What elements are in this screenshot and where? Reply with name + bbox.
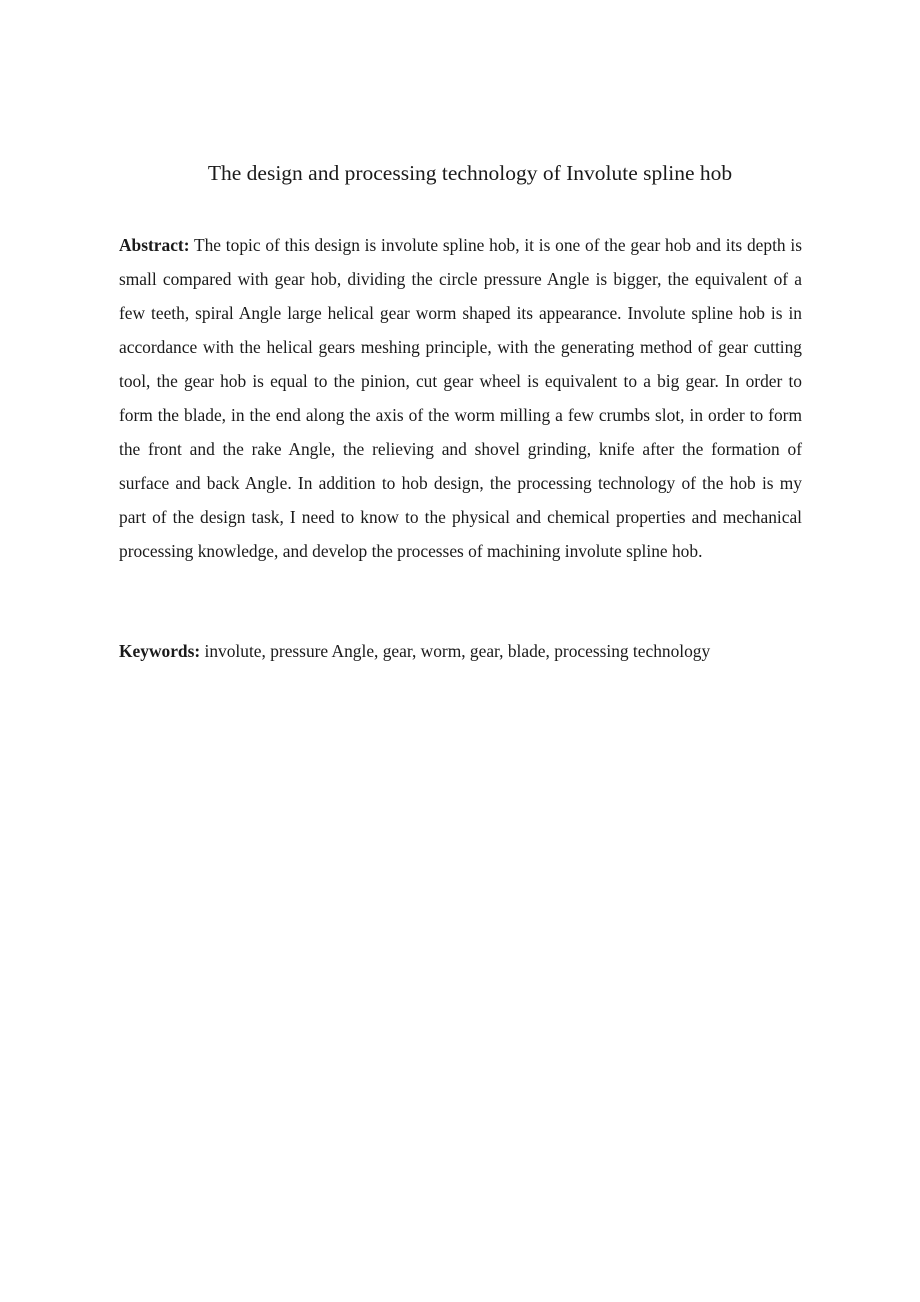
abstract-label: Abstract: [119,235,190,255]
abstract-text: The topic of this design is involute spline hob, it is one of the gear hob and its depth is small compared with gear hob, dividing the circle pressure Angle is bigger, the equivalent of a few teeth, spiral Angle large helical gear worm shaped its appearance. Involute spline hob is in accordance with the helical gears meshing principle, with the generating method of gear cutting tool, the gear hob is equal to the pinion, cut gear wheel is equivalent to a big gear. In order to form the blade, in the end along the axis of the worm milling a few crumbs slot, in order to form the front and the rake Angle, the relieving and shovel grinding, knife after the formation of surface and back Angle. In addition to hob design, the processing technology of the hob is my part of the design task, I need to know to the physical and chemical properties and mechanical processing knowledge, and develop the processes of machining involute spline hob. [119,235,802,561]
document-title: The design and processing technology of Involute spline hob [207,161,733,185]
keywords-paragraph [119,636,819,666]
keywords-label: Keywords: [119,641,201,661]
abstract-paragraph [119,228,802,568]
keywords-text: involute, pressure Angle, gear, worm, gear, blade, processing technology [204,641,711,661]
